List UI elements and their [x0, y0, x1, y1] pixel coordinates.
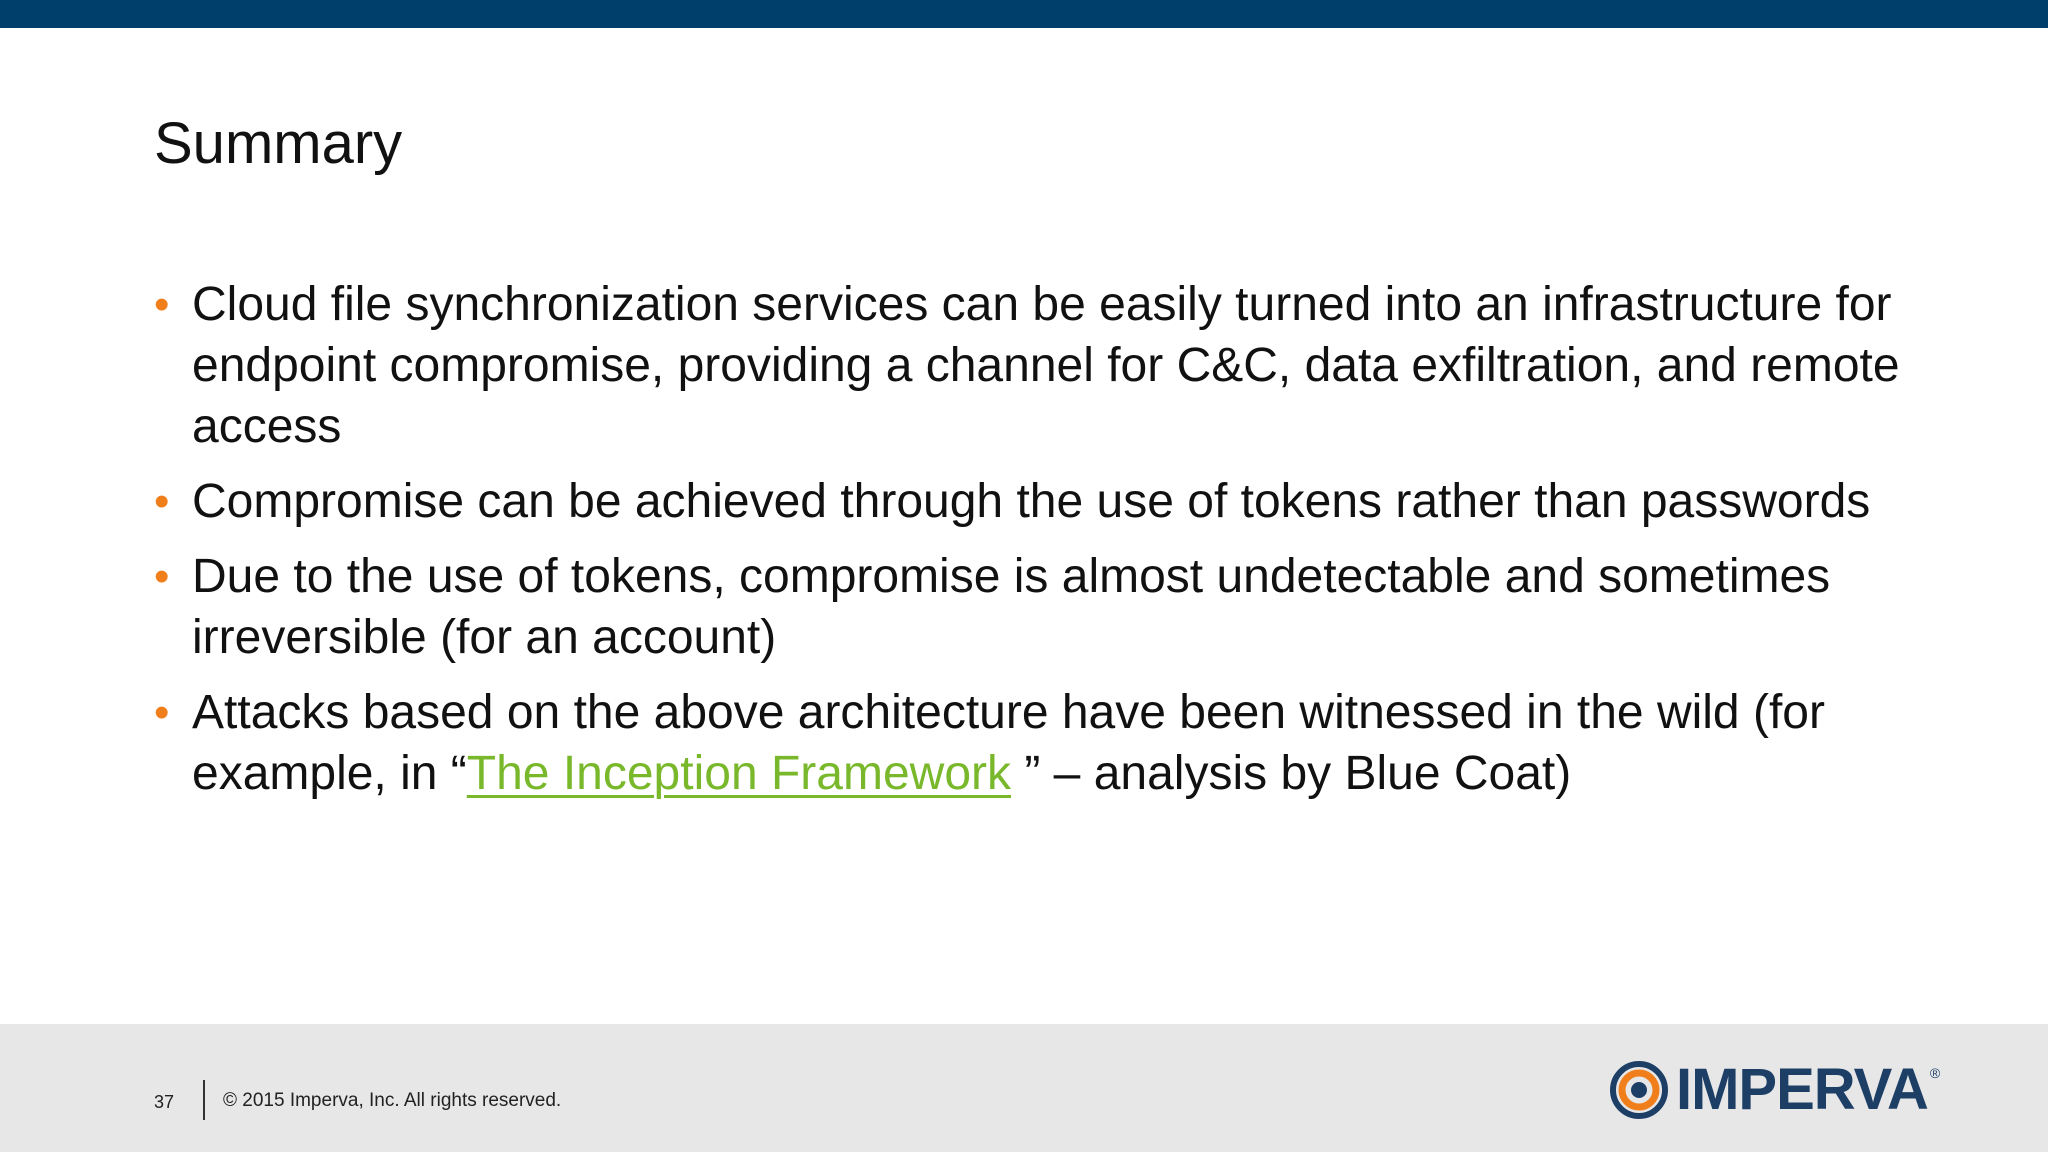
bullet-marker-icon: • — [154, 688, 170, 737]
bullet-text: Due to the use of tokens, compromise is almost undetectable and sometimes irreversible (for an account) — [192, 550, 1831, 664]
bullet-item — [154, 471, 1964, 532]
logo-wordmark: IMPERVA — [1676, 1057, 1928, 1122]
page-number: 37 — [154, 1092, 175, 1112]
imperva-logo — [1610, 1058, 1940, 1122]
bullet-marker-icon: • — [154, 552, 170, 601]
top-bar — [0, 0, 2048, 28]
imperva-logo-icon — [1610, 1061, 1668, 1119]
bullet-marker-icon: • — [154, 280, 170, 329]
bullet-item — [154, 682, 1964, 804]
bullet-item — [154, 546, 1964, 668]
footer-divider — [203, 1080, 205, 1120]
logo-registered-mark: ® — [1929, 1065, 1941, 1081]
slide-title: Summary — [154, 111, 403, 176]
bullet-text: Cloud file synchronization services can be easily turned into an infrastructure for endpoint compromise, providing a channel for C&C, data exfiltration, and remote access — [192, 278, 1900, 453]
bullet-marker-icon: • — [154, 477, 170, 526]
bullet-item — [154, 274, 1964, 457]
bullet-list — [154, 274, 1964, 818]
bullet-text-before-link: Attacks based on the above architecture have been witnessed in the wild (for example, in “ — [192, 686, 1825, 800]
inception-framework-link[interactable]: The Inception Framework — [466, 747, 1011, 800]
bullet-text-after-link: ” – analysis by Blue Coat) — [1011, 747, 1572, 800]
copyright-text: © 2015 Imperva, Inc. All rights reserved. — [223, 1090, 562, 1111]
bullet-text: Compromise can be achieved through the use of tokens rather than passwords — [192, 475, 1871, 528]
